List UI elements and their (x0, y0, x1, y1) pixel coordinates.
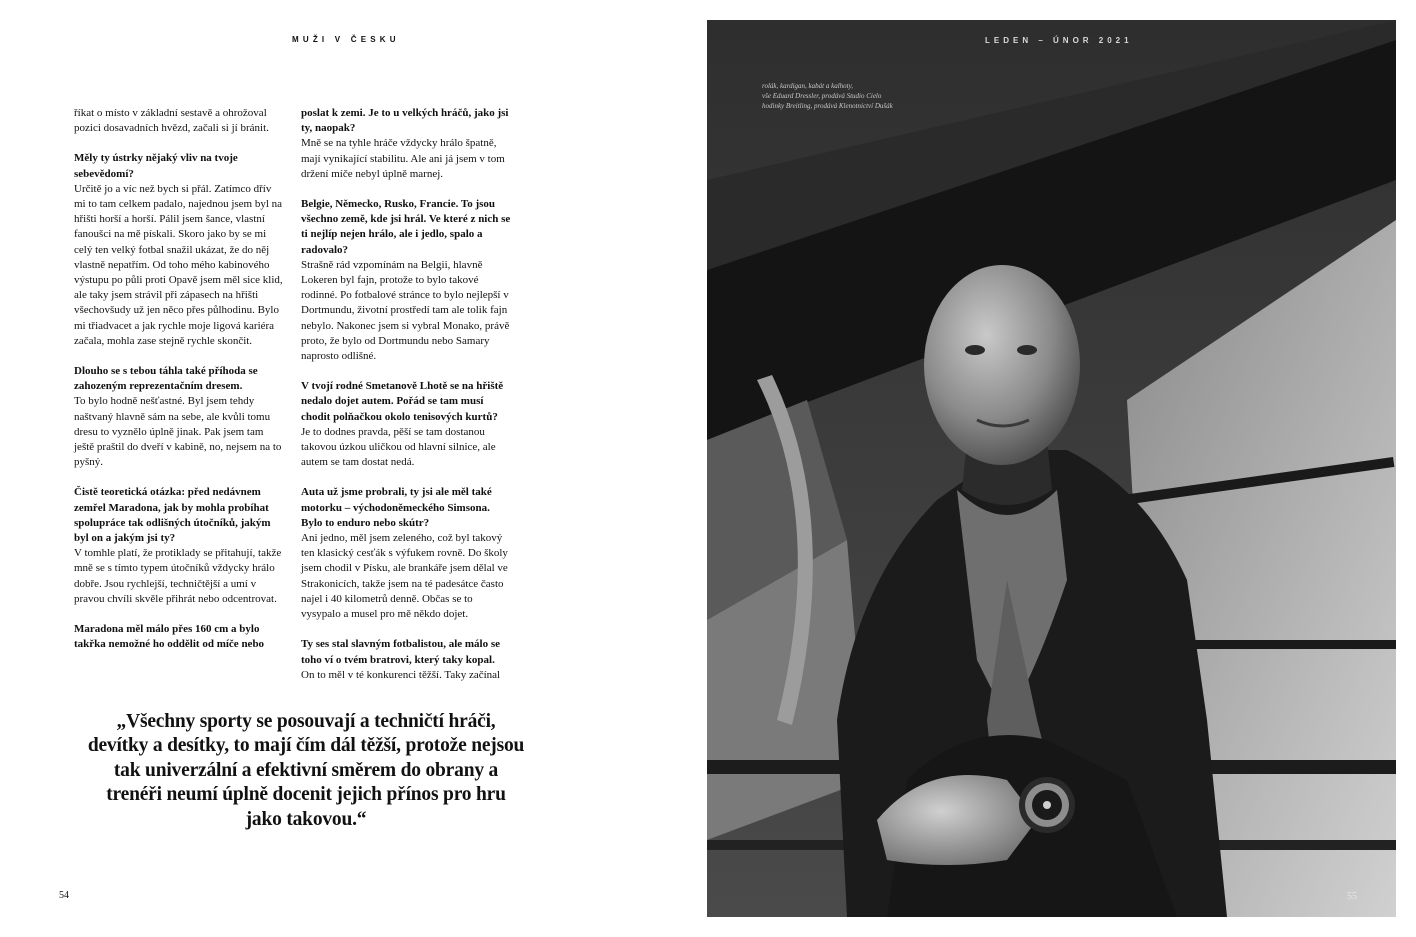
article-paragraph (301, 637, 512, 683)
interview-question: Čistě teoretická otázka: před nedávnem zemřel Maradona, jak by mohla probíhat spolupráce tak odlišných útočníků, jakým byl on a jakým jsi ty? (74, 486, 271, 545)
interview-answer: Ani jedno, měl jsem zeleného, což byl takový ten klasický cesťák s výfukem rovně. Do školy jsem chodil v Písku, ale brankáře jsem dělal ve Strakonicích, takže jsem na té padesátce často najel i 40 kilometrů denně. Občas se to vysypalo a musel pro mě někdo dojet. (301, 532, 508, 621)
portrait-photo (707, 20, 1396, 917)
interview-question: Měly ty ústrky nějaký vliv na tvoje sebevědomí? (74, 152, 238, 180)
interview-question: Auta už jsme probrali, ty jsi ale měl také motorku – východoněmeckého Simsona. Bylo to enduro nebo skútr? (301, 486, 492, 529)
article-column-1 (74, 106, 285, 668)
running-head-left: MUŽI V ČESKU (292, 35, 400, 44)
article-paragraph (301, 106, 512, 182)
article-paragraph (301, 485, 512, 622)
article-paragraph (301, 197, 512, 364)
article-paragraph (74, 364, 285, 470)
article-paragraph (74, 622, 285, 652)
interview-question: Dlouho se s tebou táhla také příhoda se zahozeným reprezentačním dresem. (74, 365, 258, 393)
article-paragraph (74, 106, 285, 136)
interview-question: Maradona měl málo přes 160 cm a bylo takřka nemožné ho oddělit od míče nebo (74, 623, 265, 651)
interview-question: Belgie, Německo, Rusko, Francie. To jsou všechno země, kde jsi hrál. Ve které z nich se ti nejlíp nejen hrálo, ale i jedlo, spalo a radovalo? (301, 198, 511, 256)
article-column-2 (301, 106, 512, 698)
interview-answer: Strašně rád vzpomínám na Belgii, hlavně Lokeren byl fajn, protože to bylo takové rodinné. Po fotbalové stránce to bylo nejlepší v Dortmundu, životní prostředí tam ale tolik fajn nebylo. Nakonec jsem si vybral Monako, právě proto, že bylo od Dortmundu nebo Samary naprosto odlišné. (301, 258, 510, 363)
article-paragraph (74, 485, 285, 607)
interview-answer: Mně se na tyhle hráče vždycky hrálo špatně, mají vynikající stabilitu. Ale ani já jsem v tom držení míče nebyl úplně marnej. (301, 137, 505, 180)
page-number-left: 54 (59, 890, 69, 901)
interview-answer: On to měl v té konkurenci těžší. Taky začínal (301, 668, 501, 681)
page-number-right: 55 (1347, 891, 1357, 902)
running-head-right: LEDEN – ÚNOR 2021 (985, 36, 1133, 45)
pull-quote: „Všechny sporty se posouvají a techničtí hráči, devítky a desítky, to mají čím dál těžší, protože nejsou tak univerzální a efektivní směrem do obrany a trenéři neumí úplně docenit jejich přínos pro hru jako takovou.“ (87, 711, 525, 830)
interview-answer: říkat o místo v základní sestavě a ohrožoval pozici dosavadních hvězd, začali si jí bránit. (74, 107, 269, 135)
article-paragraph (301, 379, 512, 470)
interview-answer: Určitě jo a víc než bych si přál. Zatímco dřív mi to tam celkem padalo, najednou jsem byl na hřišti horší a horší. Pálil jsem šance, vlastní fanoušci na mě pískali. Skoro jako by se mi celý ten velký fotbal snažil ukázat, že do něj vlastně nepatřím. Od toho mého kabinového výstupu po půli proti Opavě jsem měl sice klid, ale taky jsem strávil při zápasech na hřišti všechovšudy už jen něco přes půlhodinu. Bylo mi třiadvacet a jak rychle moje ligová kariéra začala, mohla zase stejně rychle skončit. (74, 182, 283, 347)
interview-answer: To bylo hodně nešťastné. Byl jsem tehdy naštvaný hlavně sám na sebe, ale kvůli tomu dresu to vyznělo úplně jinak. Pak jsem tam ještě praštil do dveří v kabině, no, nejsem na to pyšný. (74, 395, 282, 469)
credit-line: hodinky Breitling, prodává Klenotnictví Dušák (762, 102, 893, 110)
interview-question: poslat k zemi. Je to u velkých hráčů, jako jsi ty, naopak? (301, 107, 509, 135)
article-paragraph (74, 151, 285, 349)
credit-line: vše Eduard Dressler, prodává Studio Cielo (762, 92, 882, 100)
credit-line: rolák, kardigan, kabát a kalhoty, (762, 82, 854, 90)
portrait-illustration (707, 20, 1396, 917)
interview-question: V tvojí rodné Smetanově Lhotě se na hřiště nedalo dojet autem. Pořád se tam musí chodit polňačkou okolo tenisových kurtů? (301, 380, 504, 423)
fashion-credit (762, 81, 893, 111)
interview-answer: V tomhle platí, že protiklady se přitahují, takže mně se s tímto typem útočníků vždycky hrálo dobře. Jsou rychlejší, techničtější a umí v pravou chvíli skvěle přihrát nebo odcentrovat. (74, 547, 282, 605)
interview-question: Ty ses stal slavným fotbalistou, ale málo se toho ví o tvém bratrovi, který taky kopal. (301, 638, 501, 666)
interview-answer: Je to dodnes pravda, pěší se tam dostanou takovou úzkou uličkou od hlavní silnice, ale autem se tam dostat nedá. (301, 425, 496, 469)
